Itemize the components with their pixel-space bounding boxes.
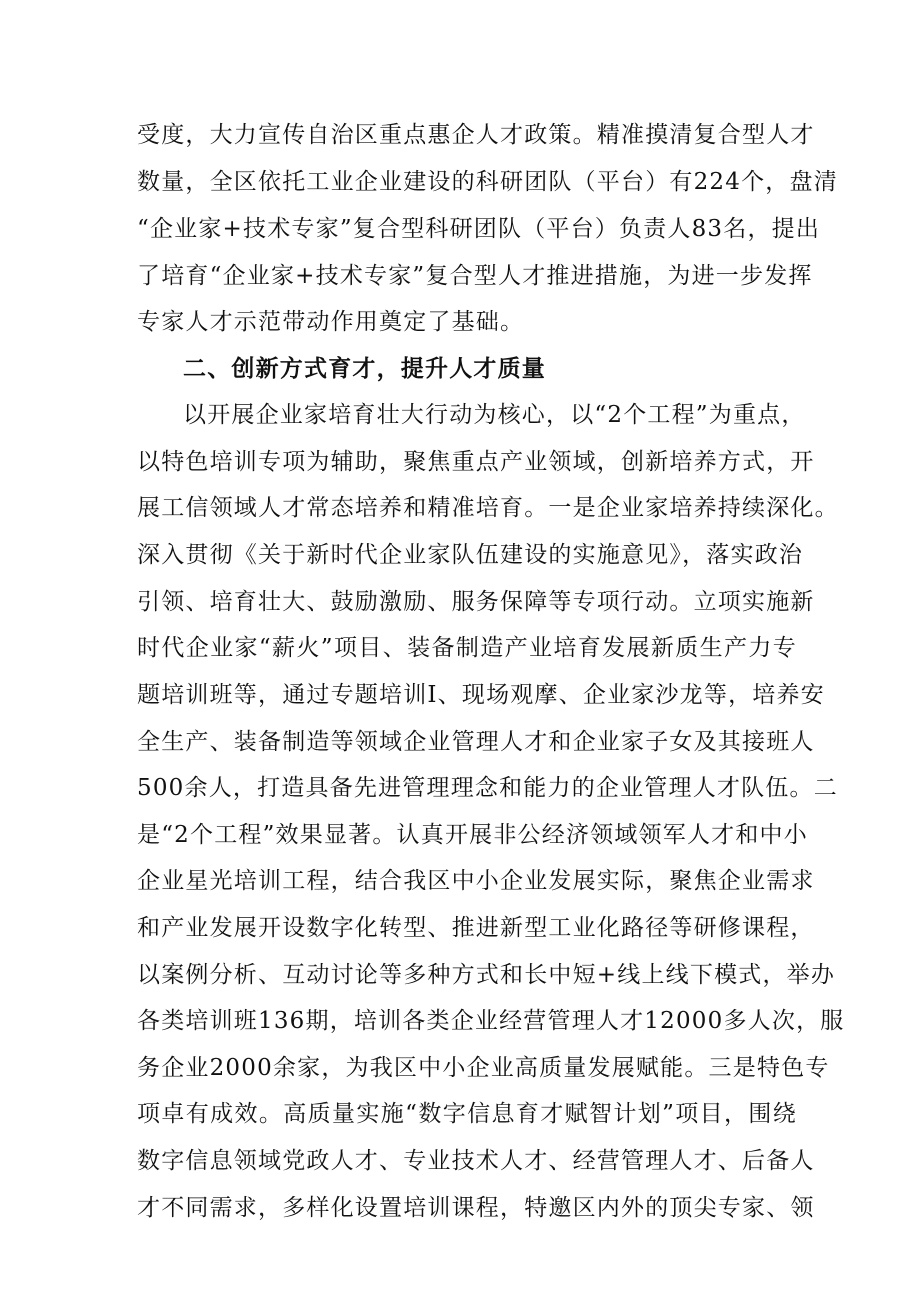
body-text-line: 各类培训班136期，培训各类企业经营管理人才12000多人次，服 xyxy=(137,1008,845,1034)
body-text-line: 才不同需求，多样化设置培训课程，特邀区内外的顶尖专家、领 xyxy=(137,1195,815,1221)
body-text-line: 和产业发展开设数字化转型、推进新型工业化路径等研修课程， xyxy=(137,915,815,941)
body-text-line: 受度，大力宣传自治区重点惠企人才政策。精准摸清复合型人才 xyxy=(137,122,815,148)
body-text-line: 企业星光培训工程，结合我区中小企业发展实际，聚焦企业需求 xyxy=(137,868,815,894)
body-text-line: 深入贯彻《关于新时代企业家队伍建设的实施意见》，落实政治 xyxy=(137,542,804,568)
body-text-line: 展工信领域人才常态培养和精准培育。一是企业家培养持续深化。 xyxy=(137,495,839,521)
body-text-line: 项卓有成效。高质量实施“数字信息育才赋智计划”项目，围绕 xyxy=(137,1101,797,1127)
body-text-line: “企业家+技术专家”复合型科研团队（平台）负责人83名，提出 xyxy=(137,216,821,242)
body-text-line: 专家人才示范带动作用奠定了基础。 xyxy=(137,309,525,335)
body-text-line: 是“2个工程”效果显著。认真开展非公经济领域领军人才和中小 xyxy=(137,822,808,848)
body-text-line: 数字信息领域党政人才、专业技术人才、经营管理人才、后备人 xyxy=(137,1148,815,1174)
body-text-line: 以开展企业家培育壮大行动为核心，以“2个工程”为重点， xyxy=(183,402,806,428)
body-text-line: 了培育“企业家+技术专家”复合型人才推进措施，为进一步发挥 xyxy=(137,263,813,289)
body-text-line: 引领、培育壮大、鼓励激励、服务保障等专项行动。立项实施新 xyxy=(137,589,815,615)
body-text-line: 数量，全区依托工业企业建设的科研团队（平台）有224个，盘清 xyxy=(137,169,838,195)
section-heading: 二、创新方式育才，提升人才质量 xyxy=(183,356,546,382)
body-text-line: 时代企业家“薪火”项目、装备制造产业培育发展新质生产力专 xyxy=(137,635,797,661)
body-text-line: 题培训班等，通过专题培训I、现场观摩、企业家沙龙等，培养安 xyxy=(137,682,825,708)
body-text-line: 以特色培训专项为辅助，聚焦重点产业领域，创新培养方式，开 xyxy=(137,449,815,475)
body-text-line: 以案例分析、互动讨论等多种方式和长中短+线上线下模式，举办 xyxy=(137,962,836,988)
body-text-line: 500余人，打造具备先进管理理念和能力的企业管理人才队伍。二 xyxy=(137,775,838,801)
body-text-line: 全生产、装备制造等领域企业管理人才和企业家子女及其接班人 xyxy=(137,729,815,755)
body-text-line: 务企业2000余家，为我区中小企业高质量发展赋能。三是特色专 xyxy=(137,1055,830,1081)
